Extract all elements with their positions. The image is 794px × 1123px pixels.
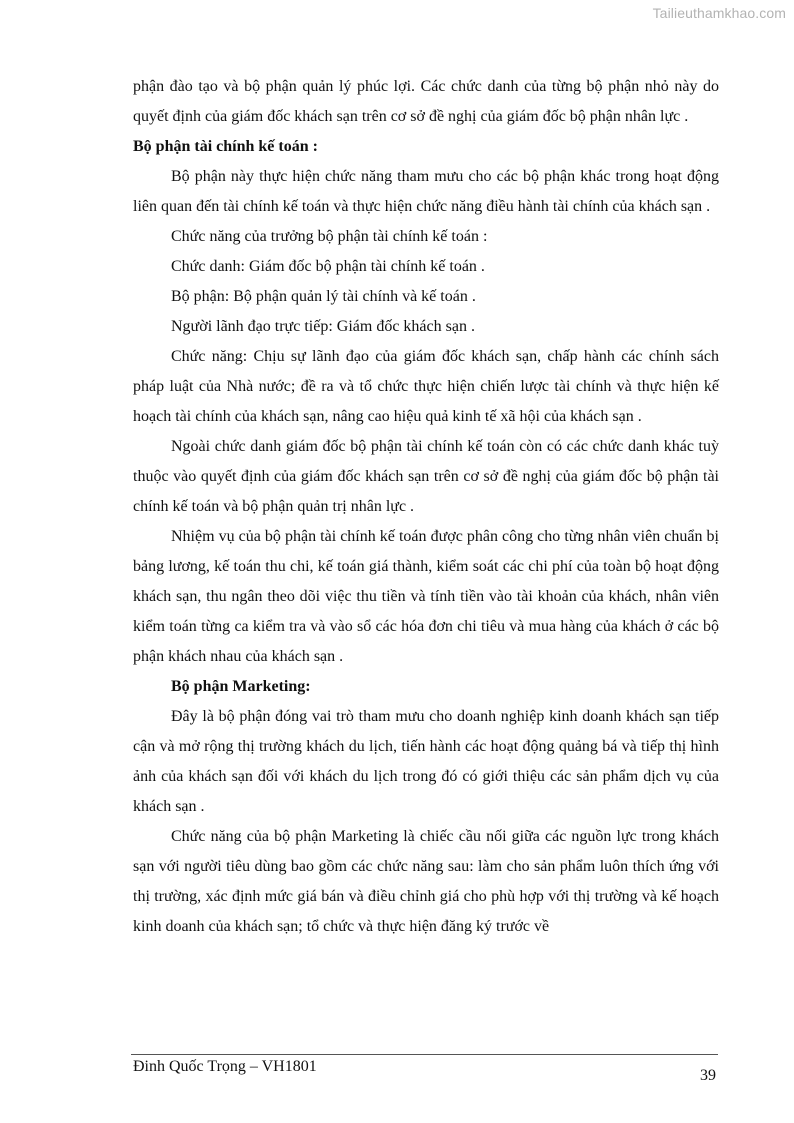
page-body: [133, 72, 719, 942]
paragraph: Đây là bộ phận đóng vai trò tham mưu cho doanh nghiệp kinh doanh khách sạn tiếp cận và mở rộng thị trường khách du lịch, tiến hành các hoạt động quảng bá và tiếp thị hình ảnh của khách sạn đối với khách du lịch trong đó có giới thiệu các sản phẩm dịch vụ của khách sạn .: [133, 708, 719, 815]
watermark: Tailieuthamkhao.com: [652, 5, 786, 21]
paragraph: Chức năng: Chịu sự lãnh đạo của giám đốc khách sạn, chấp hành các chính sách pháp luật của Nhà nước; đề ra và tổ chức thực hiện chiến lược tài chính và thực hiện kế hoạch tài chính của khách sạn, nâng cao hiệu quả kinh tế xã hội của khách sạn .: [133, 348, 719, 425]
paragraph: Người lãnh đạo trực tiếp: Giám đốc khách sạn .: [171, 318, 475, 335]
section-heading-finance: Bộ phận tài chính kế toán :: [133, 138, 318, 155]
paragraph: phận đào tạo và bộ phận quản lý phúc lợi. Các chức danh của từng bộ phận nhỏ này do quyết định của giám đốc khách sạn trên cơ sở đề nghị của giám đốc bộ phận nhân lực .: [133, 78, 719, 125]
footer-divider: [131, 1054, 718, 1055]
page-number: 39: [700, 1067, 716, 1084]
paragraph: Bộ phận: Bộ phận quản lý tài chính và kế toán .: [171, 288, 476, 305]
paragraph: Bộ phận này thực hiện chức năng tham mưu cho các bộ phận khác trong hoạt động liên quan đến tài chính kế toán và thực hiện chức năng điều hành tài chính của khách sạn .: [133, 168, 719, 215]
paragraph: Nhiệm vụ của bộ phận tài chính kế toán được phân công cho từng nhân viên chuẩn bị bảng lương, kế toán thu chi, kế toán giá thành, kiểm soát các chi phí của toàn bộ hoạt động khách sạn, thu ngân theo dõi việc thu tiền và tính tiền vào tài khoản của khách, nhân viên kiểm toán từng ca kiểm tra và vào sổ các hóa đơn chi tiêu và mua hàng của khách ở các bộ phận khách nhau của khách sạn .: [133, 528, 719, 665]
paragraph: Chức năng của bộ phận Marketing là chiếc cầu nối giữa các nguồn lực trong khách sạn với người tiêu dùng bao gồm các chức năng sau: làm cho sản phẩm luôn thích ứng với thị trường, xác định mức giá bán và điều chỉnh giá cho phù hợp với thị trường và kế hoạch kinh doanh của khách sạn; tổ chức và thực hiện đăng ký trước về: [133, 828, 719, 935]
footer-author: Đinh Quốc Trọng – VH1801: [133, 1058, 317, 1075]
paragraph: Chức năng của trưởng bộ phận tài chính kế toán :: [171, 228, 488, 245]
section-heading-marketing: Bộ phận Marketing:: [171, 678, 311, 695]
paragraph: Ngoài chức danh giám đốc bộ phận tài chính kế toán còn có các chức danh khác tuỳ thuộc vào quyết định của giám đốc khách sạn trên cơ sở đề nghị của giám đốc bộ phận tài chính kế toán và bộ phận quản trị nhân lực .: [133, 438, 719, 515]
paragraph: Chức danh: Giám đốc bộ phận tài chính kế toán .: [171, 258, 485, 275]
